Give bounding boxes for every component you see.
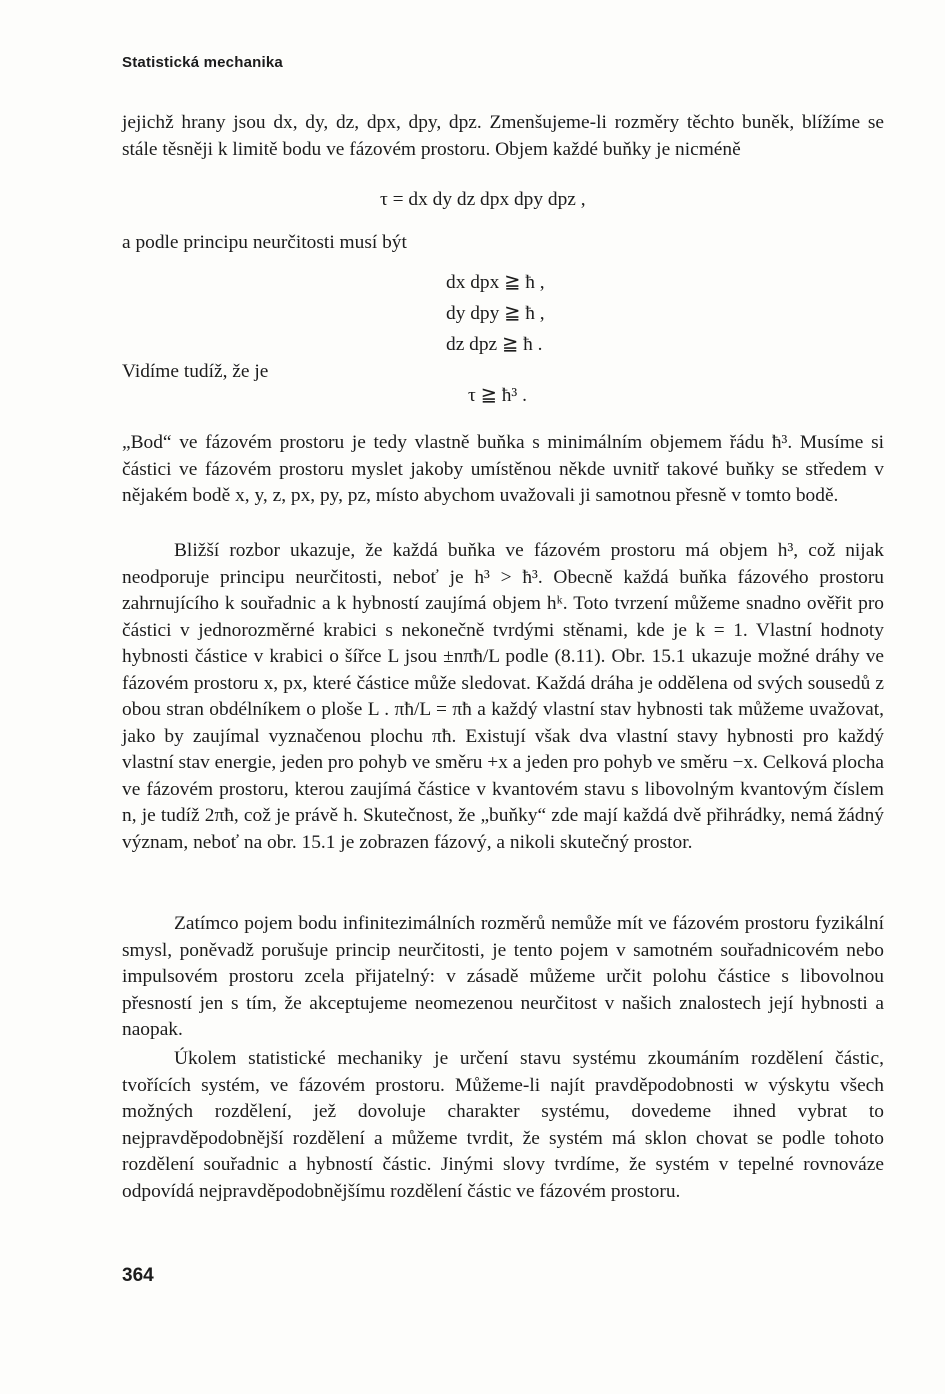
page-number: 364 <box>122 1265 154 1286</box>
paragraph-point-as-cell: „Bod“ ve fázovém prostoru je tedy vlastně buňka s minimálním objemem řádu ħ³. Musíme si částici ve fázovém prostoru myslet jakoby umístěnou někde uvnitř takové buňky se středem v nějakém bodě x, y, z, px, py, pz, místo abychom uvažovali ji samotnou přesně v tomto bodě. <box>122 432 884 506</box>
paragraph-infinitesimal-point: Zatímco pojem bodu infinitezimálních rozměrů nemůže mít ve fázovém prostoru fyzikální smysl, poněvadž porušuje princip neurčitosti, je tento pojem v samotném souřadnicovém nebo impulsovém prostoru zcela přijatelný: v zásadě můžeme určit polohu částice s libovolnou přesností jen s tím, že akceptujeme neomezenou neurčitost v našich znalostech její hybnosti a naopak. <box>122 913 884 1040</box>
line-uncertainty-principle: a podle principu neurčitosti musí být <box>122 232 407 253</box>
paragraph-statistical-mechanics-task: Úkolem statistické mechaniky je určení stavu systému zkoumáním rozdělení částic, tvořících systém, ve fázovém prostoru. Můžeme-li najít pravděpodobnosti w výskytu všech možných rozdělení, jež dovoluje charakter systému, dovedeme ihned vybrat to nejpravděpodobnější rozdělení a můžeme tvrdit, že systém má sklon chovat se podle tohoto rozdělení souřadnic a hybností částic. Jinými slovy tvrdíme, že systém v tepelné rovnováze odpovídá nejpravděpodobnějšímu rozdělení částic ve fázovém prostoru. <box>122 1048 884 1202</box>
equation-cell-volume-bound: τ ≧ ħ³ . <box>468 385 527 406</box>
equation-uncertainty-y: dy dpy ≧ ħ , <box>446 303 545 324</box>
equation-cell-volume: τ = dx dy dz dpx dpy dpz , <box>380 189 586 210</box>
running-header: Statistická mechanika <box>122 54 283 71</box>
paragraph-cell-edges: jejichž hrany jsou dx, dy, dz, dpx, dpy, dpz. Zmenšujeme-li rozměry těchto buněk, blížíme se stále těsněji k limitě bodu ve fázovém prostoru. Objem každé buňky je nicméně <box>122 112 884 160</box>
equation-uncertainty-z: dz dpz ≧ ħ . <box>446 334 543 355</box>
equation-uncertainty-x: dx dpx ≧ ħ , <box>446 272 545 293</box>
line-conclusion-intro: Vidíme tudíž, že je <box>122 361 269 382</box>
paragraph-cell-volume-analysis: Bližší rozbor ukazuje, že každá buňka ve fázovém prostoru má objem h³, což nijak neodporuje principu neurčitosti, neboť je h³ > ħ³. Obecně každá buňka fázového prostoru zahrnujícího k souřadnic a k hybností zaujímá objem hᵏ. Toto tvrzení můžeme snadno ověřit pro částici v jednorozměrné krabici s nekonečně tvrdými stěnami, kde je k = 1. Vlastní hodnoty hybnosti částice v krabici o šířce L jsou ±nπħ/L podle (8.11). Obr. 15.1 ukazuje možné dráhy ve fázovém prostoru x, px, které částice může sledovat. Každá dráha je oddělena od svých sousedů z obou stran obdélníkem o ploše L . πħ/L = πħ a každý vlastní stav hybnosti tak můžeme uvažovat, jako by zaujímal vyznačenou plochu πħ. Existují však dva vlastní stavy hybnosti pro každý vlastní stav energie, jeden pro pohyb ve směru +x a jeden pro pohyb ve směru −x. Celková plocha ve fázovém prostoru, kterou zaujímá částice v kvantovém stavu s libovolným kvantovým číslem n, je tudíž 2πħ, což je právě h. Skutečnost, že „buňky“ zde mají každá dvě přihrádky, nemá žádný význam, neboť na obr. 15.1 je zobrazen fázový, a nikoli skutečný prostor. <box>122 540 884 853</box>
